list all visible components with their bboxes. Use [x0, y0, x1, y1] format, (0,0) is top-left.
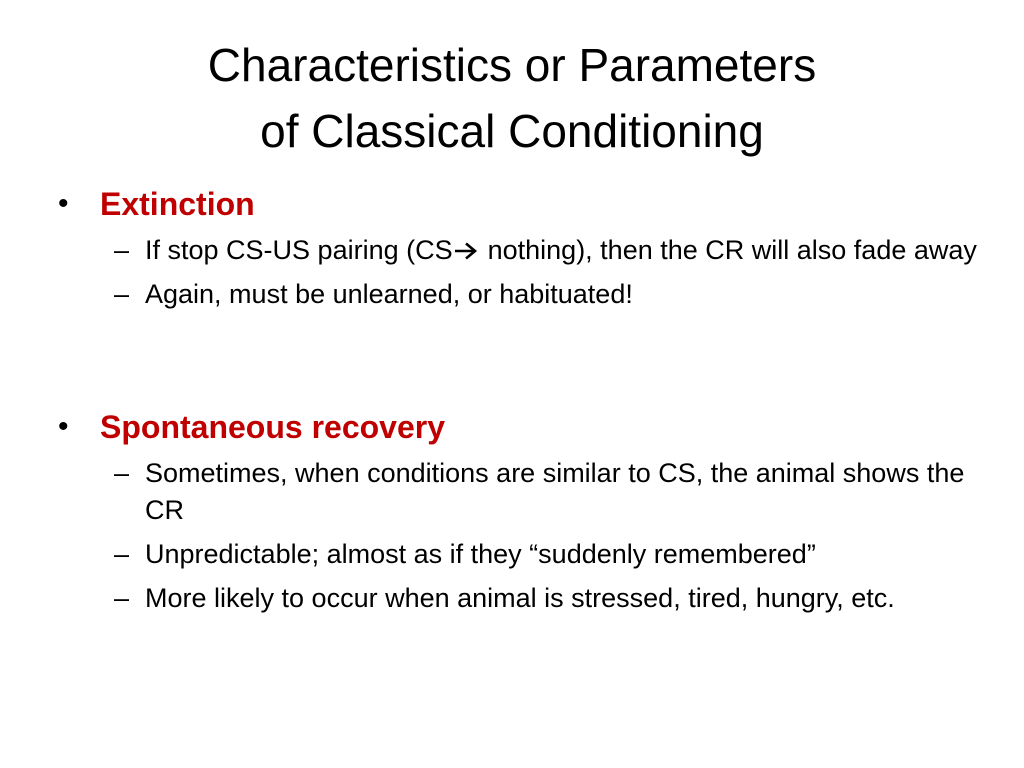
sub-bullet-item	[58, 536, 978, 573]
right-arrow-icon	[454, 241, 478, 261]
dash-marker: –	[114, 458, 130, 488]
dash-marker: –	[114, 279, 130, 309]
section-heading: Extinction	[100, 186, 255, 222]
title-line-2: of Classical Conditioning	[260, 105, 764, 157]
bullet-item-extinction	[58, 182, 978, 226]
dash-marker: –	[114, 539, 130, 569]
sub-bullet-text	[145, 232, 978, 269]
section-spontaneous-recovery	[58, 405, 978, 617]
dash-marker: –	[114, 235, 130, 265]
dash-marker: –	[114, 583, 130, 613]
bullet-marker: •	[58, 410, 69, 443]
slide-title	[60, 32, 964, 164]
sub-bullet-text: Again, must be unlearned, or habituated!	[145, 279, 633, 309]
text-before-arrow: If stop CS-US pairing (CS	[145, 235, 453, 265]
sub-bullet-item	[58, 580, 978, 617]
text-after-arrow: nothing), then the CR will also fade away	[487, 235, 977, 265]
sub-bullet-text: Unpredictable; almost as if they “suddenly remembered”	[145, 539, 816, 569]
bullet-item-spontaneous-recovery	[58, 405, 978, 449]
sub-bullet-text: More likely to occur when animal is stressed, tired, hungry, etc.	[145, 583, 895, 613]
sub-bullet-item	[58, 232, 978, 269]
sub-bullet-item	[58, 276, 978, 313]
section-heading: Spontaneous recovery	[100, 409, 445, 445]
sub-bullet-text: Sometimes, when conditions are similar to CS, the animal shows the CR	[145, 458, 965, 525]
bullet-marker: •	[58, 187, 69, 220]
sub-bullet-item	[58, 455, 978, 529]
title-line-1: Characteristics or Parameters	[207, 39, 817, 91]
section-extinction	[58, 182, 978, 313]
